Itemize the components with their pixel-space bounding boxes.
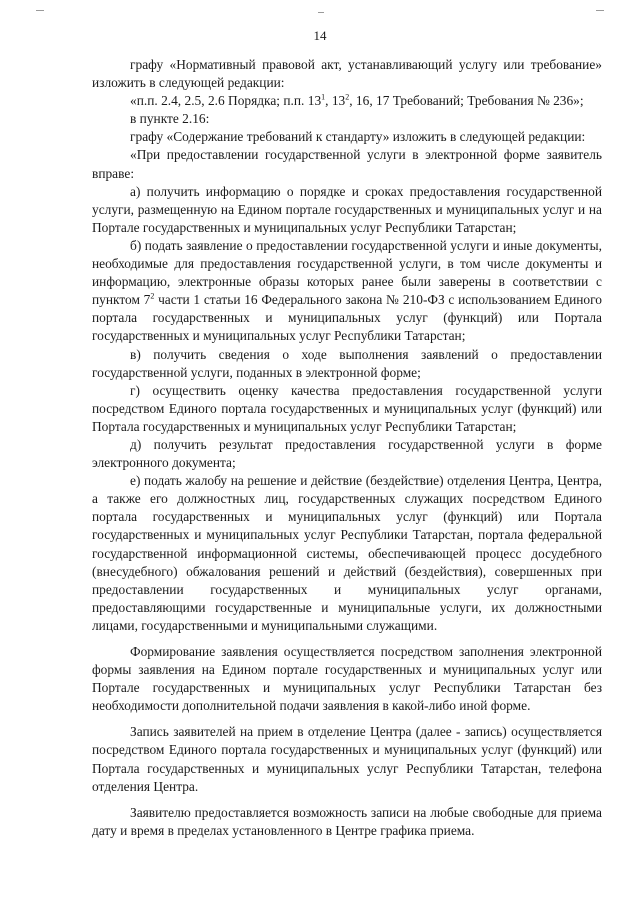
superscript: 2 <box>345 92 350 102</box>
paragraph: графу «Нормативный правовой акт, устанавливающий услугу или требование» изложить в следующей редакции: <box>92 57 602 91</box>
paragraph: е) подать жалобу на решение и действие (бездействие) отделения Центра, Центра, а также его должностных лиц, государственных служащих посредством Единого портала государственных и муниципальных услуг (функций) или Портала государственных и муниципальных услуг Республики Татарстан, портала федеральной государственной информационной системы, обеспечивающей процесс досудебного (внесудебного) обжалования решений и действий (бездействия), совершенных при предоставлении государственных и муниципальных услуг органами, предоставляющими государственные и муниципальные услуги, их должностными лицами, государственными и муниципальными служащими. <box>92 473 602 633</box>
paragraph: б) подать заявление о предоставлении государственной услуги и иные документы, необходимые для предоставления государственной услуги, в том числе документы и информацию, электронные образы которых ранее были заверены в соответствии с пунктом $7^2$ части 1 статьи 16 Федерального закона № 210-ФЗ с использованием Единого портала государственных и муниципальных услуг (функций) или Портала государственных и муниципальных услуг Республики Татарстан; <box>92 237 602 344</box>
superscript: 1 <box>321 92 326 102</box>
paragraph: «При предоставлении государственной услуги в электронной форме заявитель вправе: <box>92 147 602 181</box>
paragraph: а) получить информацию о порядке и сроках предоставления государственной услуги, размещенную на Едином портале государственных и муниципальных услуг и на Портале государственных и муниципальных услуг Республики Татарстан; <box>92 183 602 235</box>
scan-mark <box>596 10 604 11</box>
scan-mark <box>318 12 324 13</box>
paragraph: графу «Содержание требований к стандарту» изложить в следующей редакции: <box>130 129 586 145</box>
scan-mark <box>36 10 44 11</box>
superscript: 2 <box>150 291 155 301</box>
paragraph: Запись заявителей на прием в отделение Центра (далее - запись) осуществляется посредством Единого портала государственных и муниципальных услуг (функций) или Портала государственных и муниципальных услуг Республики Татарстан, телефона отделения Центра. <box>92 724 602 794</box>
page-number: 14 <box>313 28 327 43</box>
paragraph: д) получить результат предоставления государственной услуги в форме электронного документа; <box>92 436 602 471</box>
paragraph: Формирование заявления осуществляется посредством заполнения электронной формы заявления на Едином портале государственных и муниципальных услуг или Портале государственных и муниципальных услуг Республики Татарстан без необходимости дополнительной подачи заявления в какой-либо иной форме. <box>92 644 602 714</box>
paragraph: в) получить сведения о ходе выполнения заявлений о предоставлении государственной услуги, поданных в электронной форме; <box>92 346 602 380</box>
paragraph: в пункте 2.16: <box>130 111 210 127</box>
paragraph: «п.п. 2.4, 2.5, 2.6 Порядка; п.п. $13^1$, $13^2$, 16, 17 Требований; Требования № 236»; <box>130 92 584 109</box>
paragraph: Заявителю предоставляется возможность записи на любые свободные для приема дату и время в пределах установленного в Центре графика приема. <box>92 804 602 838</box>
document-body <box>92 56 602 840</box>
paragraph: г) осуществить оценку качества предоставления государственной услуги посредством Единого портала государственных и муниципальных услуг (функций) или Портала государственных и муниципальных услуг Республики Татарстан; <box>92 382 602 434</box>
